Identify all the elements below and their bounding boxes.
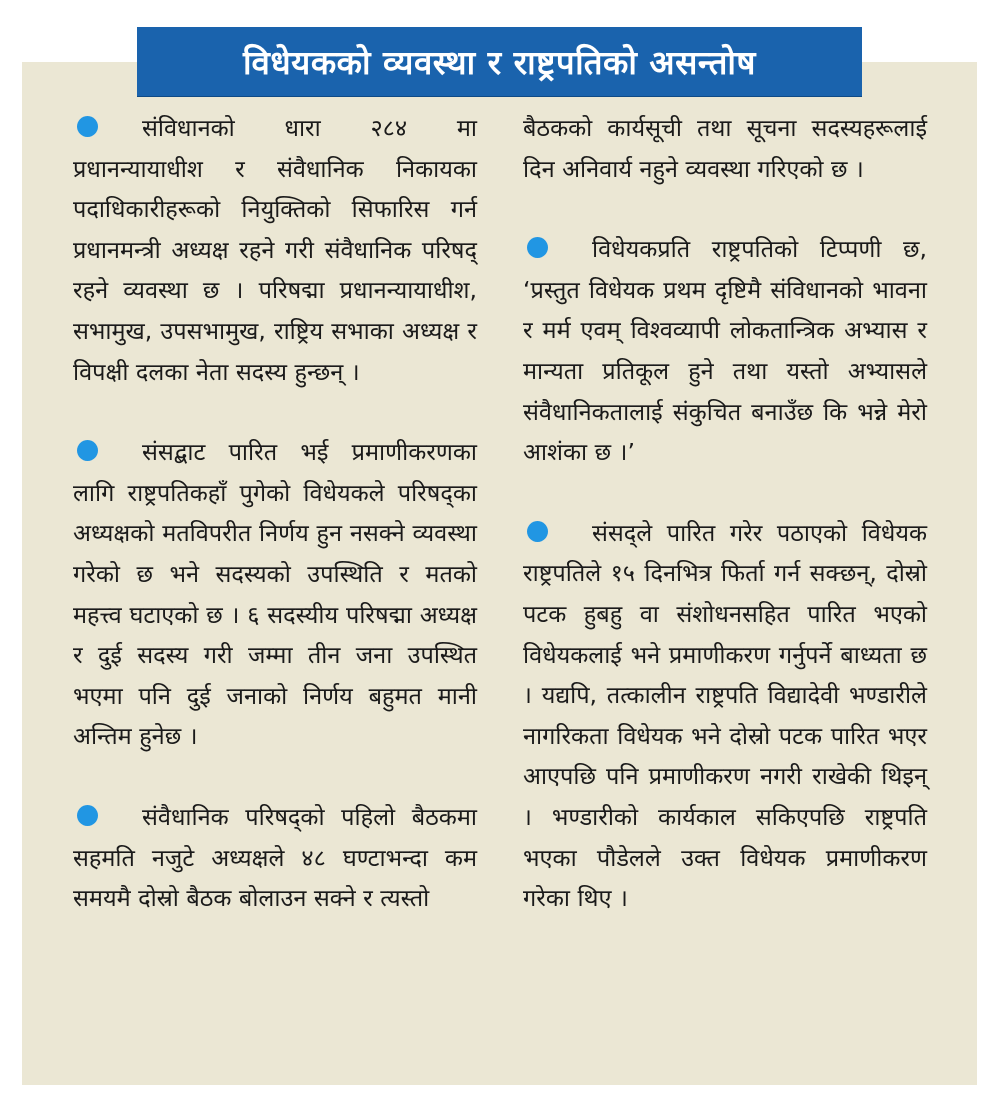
bullet-icon [527,521,548,542]
paragraph-text: संसद्बाट पारित भई प्रमाणीकरणका लागि राष्ट्रपतिकहाँ पुगेको विधेयकले परिषद्का अध्यक्षको मतविपरीत निर्णय हुन नसक्ने व्यवस्था गरेको छ भने सदस्यको उपस्थिति र मतको महत्त्व घटाएको छ । ६ सदस्यीय परिषद्मा अध्यक्ष र दुई सदस्य गरी जम्मा तीन जना उपस्थित भएमा पनि दुई जनाको निर्णय बहुमत मानी अन्तिम हुनेछ । [73,438,477,751]
paragraph-constitutional-council [73,108,477,392]
paragraph-president-comment [523,229,927,473]
paragraph-bill-provisions [73,432,477,757]
bullet-icon [77,440,98,461]
paragraph-text: संविधानको धारा २८४ मा प्रधानन्यायाधीश र संवैधानिक निकायका पदाधिकारीहरूको नियुक्तिको सिफारिस गर्न प्रधानमन्त्री अध्यक्ष रहने गरी संवैधानिक परिषद् रहने व्यवस्था छ । परिषद्मा प्रधानन्यायाधीश, सभामुख, उपसभामुख, राष्ट्रिय सभाका अध्यक्ष र विपक्षी दलका नेता सदस्य हुन्छन् । [73,114,477,386]
paragraph-text: संसद्ले पारित गरेर पठाएको विधेयक राष्ट्रपतिले १५ दिनभित्र फिर्ता गर्न सक्छन्, दोस्रो पटक हुबहु वा संशोधनसहित पारित भएको विधेयकलाई भने प्रमाणीकरण गर्नुपर्ने बाध्यता छ । यद्यपि, तत्कालीन राष्ट्रपति विद्यादेवी भण्डारीले नागरिकता विधेयक भने दोस्रो पटक पारित भएर आएपछि पनि प्रमाणीकरण नगरी राखेकी थिइन् । भण्डारीको कार्यकाल सकिएपछि राष्ट्रपति भएका पौडेलले उक्त विधेयक प्रमाणीकरण गरेका थिए । [523,518,927,913]
article-title: विधेयकको व्यवस्था र राष्ट्रपतिको असन्तोष [242,43,757,82]
right-column [523,108,927,959]
paragraph-text: बैठकको कार्यसूची तथा सूचना सदस्यहरूलाई दिन अनिवार्य नहुने व्यवस्था गरिएको छ । [523,114,927,183]
left-column [73,108,477,959]
bullet-icon [77,116,98,137]
title-banner [137,27,862,96]
paragraph-return-provision [523,513,927,919]
bullet-icon [77,805,98,826]
paragraph-first-meeting [73,797,477,919]
paragraph-text: विधेयकप्रति राष्ट्रपतिको टिप्पणी छ, ‘प्रस्तुत विधेयक प्रथम दृष्टिमै संविधानको भावना र मर्म एवम् विश्वव्यापी लोकतान्त्रिक अभ्यास र मान्यता प्रतिकूल हुने तथा यस्तो अभ्यासले संवैधानिकतालाई संकुचित बनाउँछ कि भन्ने मेरो आशंका छ ।’ [523,235,927,467]
paragraph-continuation [523,108,927,189]
paragraph-text: संवैधानिक परिषद्को पहिलो बैठकमा सहमति नजुटे अध्यक्षले ४८ घण्टाभन्दा कम समयमै दोस्रो बैठक बोलाउन सक्ने र त्यस्तो [73,802,477,913]
bullet-icon [527,237,548,258]
